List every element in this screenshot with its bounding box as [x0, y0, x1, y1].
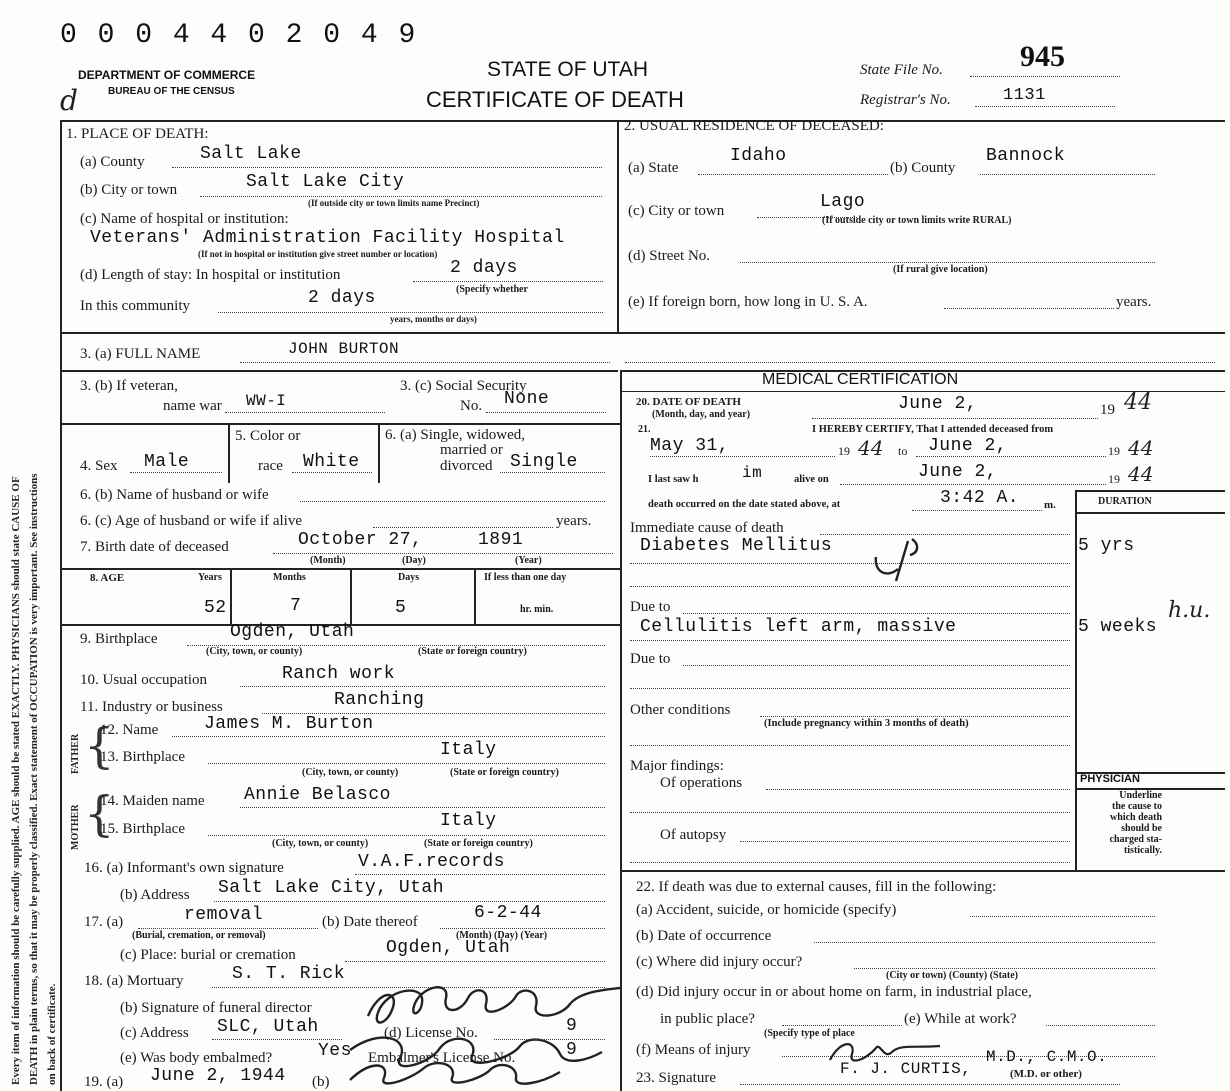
- external-c-sub: (City or town) (County) (State): [886, 970, 1019, 981]
- res-street-label: (d) Street No.: [628, 248, 711, 264]
- mortuary-label: 18. (a) Mortuary: [84, 973, 184, 989]
- birth-date-label: 7. Birth date of deceased: [80, 539, 229, 555]
- filed-label: 19. (a): [84, 1074, 124, 1090]
- age-days-label: Days: [398, 572, 420, 583]
- cert-number-label: 21.: [638, 424, 651, 435]
- attended-from-century: 19: [838, 444, 850, 458]
- stay-in-community: 2 days: [308, 288, 376, 308]
- dod-century: 19: [1100, 402, 1115, 418]
- medical-cert-title: MEDICAL CERTIFICATION: [762, 371, 959, 388]
- handwritten-mark: d: [60, 84, 78, 117]
- attended-from-year: 44: [858, 436, 884, 460]
- embalmed-label: (e) Was body embalmed?: [120, 1050, 273, 1066]
- informant-address-label: (b) Address: [120, 887, 190, 903]
- signature-label: 23. Signature: [636, 1070, 716, 1086]
- filed-b-label: (b): [312, 1074, 330, 1090]
- mother-brace-icon: {: [84, 786, 115, 842]
- place-of-death-title: 1. PLACE OF DEATH:: [66, 126, 209, 142]
- dod-year: 44: [1124, 390, 1152, 415]
- other-conditions-label: Other conditions: [630, 702, 731, 718]
- external-c-label: (c) Where did injury occur?: [636, 954, 803, 970]
- sex: Male: [144, 452, 190, 472]
- license-number: 9: [566, 1016, 578, 1036]
- due-to-1: Cellulitis left arm, massive: [640, 617, 957, 637]
- marital-label-3: divorced: [440, 458, 493, 474]
- veteran-war: WW-I: [246, 392, 287, 410]
- birthplace-sub-city: (City, town, or county): [206, 646, 303, 657]
- external-d-label: (d) Did injury occur in or about home on farm, in industrial place,: [636, 984, 1032, 1000]
- date-of-death: June 2,: [898, 394, 978, 414]
- operations-label: Of operations: [660, 775, 743, 791]
- serial-number: 0 0 0 4 4 0 2 0 4 9: [60, 20, 418, 51]
- birthplace-sub-state: (State or foreign country): [418, 646, 527, 657]
- age-hrmin-label: hr. min.: [520, 604, 554, 615]
- age-days: 5: [395, 598, 407, 618]
- embalmer-license-label: Embalmer's License No.: [368, 1050, 516, 1066]
- mother-birthplace: Italy: [440, 811, 497, 831]
- mother-birthplace-label: 15. Birthplace: [100, 821, 185, 837]
- registrar-number: 1131: [1003, 86, 1046, 105]
- burial-date: 6-2-44: [474, 903, 542, 923]
- dod-label: 20. DATE OF DEATH: [636, 396, 741, 408]
- margin-instructions-1: Every item of information should be carefully supplied. AGE should be stated EXACTLY. PHYSICIANS should state CAUSE OF: [10, 476, 22, 1085]
- physician-note: [1082, 790, 1162, 856]
- ssn-label: 3. (c) Social Security: [400, 378, 527, 394]
- last-saw-alive-label: alive on: [794, 474, 829, 485]
- external-a-label: (a) Accident, suicide, or homicide (specify): [636, 902, 897, 918]
- physician-note-line: should be: [1121, 823, 1162, 834]
- funeral-signature-label: (b) Signature of funeral director: [120, 1000, 312, 1016]
- age-label: 8. AGE: [90, 572, 125, 584]
- marital-label-2: married or: [440, 442, 503, 458]
- county-label: (a) County: [80, 154, 145, 170]
- mortuary: S. T. Rick: [232, 964, 346, 984]
- due-to-1-label: Due to: [630, 599, 671, 615]
- res-state-label: (a) State: [628, 160, 679, 176]
- hospital-label: (c) Name of hospital or institution:: [80, 211, 289, 227]
- veteran-label: 3. (b) If veteran,: [80, 378, 178, 394]
- state-title: STATE OF UTAH: [487, 58, 648, 81]
- birth-year: 1891: [478, 530, 524, 550]
- physician-credential: M.D., C.M.O.: [986, 1048, 1108, 1066]
- embalmer-license-number: 9: [566, 1040, 578, 1060]
- father-birthplace-label: 13. Birthplace: [100, 749, 185, 765]
- department-label: DEPARTMENT OF COMMERCE: [78, 68, 256, 82]
- time-of-death: 3:42 A.: [940, 488, 1020, 508]
- industry-label: 11. Industry or business: [80, 699, 223, 715]
- last-saw-century: 19: [1108, 472, 1120, 486]
- physician-note-line: Underline: [1119, 790, 1162, 801]
- other-conditions-note: (Include pregnancy within 3 months of death): [764, 718, 969, 729]
- state-file-number: 945: [1020, 40, 1065, 73]
- hospital-note: (If not in hospital or institution give street number or location): [198, 249, 438, 259]
- last-saw-year: 44: [1128, 462, 1154, 486]
- industry: Ranching: [334, 690, 425, 710]
- certificate-title: CERTIFICATE OF DEATH: [426, 87, 684, 112]
- burial-date-label: (b) Date thereof: [322, 914, 418, 930]
- external-causes-label: 22. If death was due to external causes, fill in the following:: [636, 879, 997, 895]
- res-city-label: (c) City or town: [628, 203, 725, 219]
- residence-title: 2. USUAL RESIDENCE OF DECEASED:: [624, 118, 884, 134]
- state-file-label: State File No.: [860, 62, 943, 78]
- immediate-cause: Diabetes Mellitus: [640, 536, 833, 556]
- physician-note-line: charged sta-: [1109, 834, 1162, 845]
- marital-label-1: 6. (a) Single, widowed,: [385, 427, 525, 443]
- res-foreign-label: (e) If foreign born, how long in U. S. A.: [628, 294, 868, 310]
- informant-label: 16. (a) Informant's own signature: [84, 860, 284, 876]
- burial-place-label: (c) Place: burial or cremation: [120, 947, 296, 963]
- attended-to-year: 44: [1128, 436, 1154, 460]
- physician-heading: PHYSICIAN: [1080, 773, 1140, 785]
- birth-sub-month: (Month): [310, 555, 346, 566]
- mother-tag: MOTHER: [70, 804, 81, 850]
- father-birthplace: Italy: [440, 740, 497, 760]
- res-county-label: (b) County: [890, 160, 956, 176]
- physician-name: F. J. CURTIS,: [840, 1060, 972, 1078]
- mother-maiden-name: Annie Belasco: [244, 785, 391, 805]
- duration-label: DURATION: [1098, 496, 1152, 507]
- mortuary-address: SLC, Utah: [217, 1017, 319, 1037]
- father-name-label: 12. Name: [100, 722, 159, 738]
- sex-label: 4. Sex: [80, 458, 118, 474]
- age-months: 7: [290, 596, 302, 616]
- death-city: Salt Lake City: [246, 172, 405, 192]
- hospital-name: Veterans' Administration Facility Hospital: [90, 228, 565, 248]
- physician-note-line: the cause to: [1112, 801, 1162, 812]
- res-state: Idaho: [730, 146, 787, 166]
- birthplace-label: 9. Birthplace: [80, 631, 158, 647]
- mbp-sub-city: (City, town, or county): [272, 838, 369, 849]
- margin-instructions-2: DEATH in plain terms, so that it may be properly classified. Exact statement of OCCUPATION is very important. See instructions: [28, 473, 40, 1085]
- major-findings-label: Major findings:: [630, 758, 724, 774]
- fbp-sub-state: (State or foreign country): [450, 767, 559, 778]
- attended-to: June 2,: [928, 436, 1008, 456]
- res-foreign-unit: years.: [1116, 294, 1152, 310]
- due-to-1-duration: 5 weeks: [1078, 617, 1158, 637]
- stay-in-hospital: 2 days: [450, 258, 518, 278]
- time-m-label: m.: [1044, 499, 1056, 511]
- father-name: James M. Burton: [204, 714, 374, 734]
- dod-sublabel: (Month, day, and year): [652, 409, 751, 420]
- to-label: to: [898, 444, 908, 458]
- age-months-label: Months: [273, 572, 306, 583]
- autopsy-label: Of autopsy: [660, 827, 727, 843]
- external-b-label: (b) Date of occurrence: [636, 928, 772, 944]
- ssn-no-label: No.: [460, 398, 483, 414]
- ssn: None: [504, 389, 550, 409]
- external-d2-label: in public place?: [660, 1011, 755, 1027]
- mbp-sub-state: (State or foreign country): [424, 838, 533, 849]
- margin-instructions-3: on back of certificate.: [46, 983, 58, 1085]
- occupation-label: 10. Usual occupation: [80, 672, 208, 688]
- full-name: JOHN BURTON: [288, 340, 400, 358]
- birth-month-day: October 27,: [298, 530, 423, 550]
- age-years-label: Years: [198, 572, 222, 583]
- bureau-label: BUREAU OF THE CENSUS: [108, 86, 235, 97]
- last-saw-label: I last saw h: [648, 474, 699, 485]
- marital-status: Single: [510, 452, 578, 472]
- due-to-2-label: Due to: [630, 651, 671, 667]
- age-lessday-label: If less than one day: [484, 572, 567, 583]
- attended-from: May 31,: [650, 436, 730, 456]
- city-label: (b) City or town: [80, 182, 178, 198]
- community-label: In this community: [80, 298, 190, 314]
- spouse-age-unit: years.: [556, 513, 592, 529]
- father-brace-icon: {: [84, 718, 115, 774]
- certify-label: I HEREBY CERTIFY, That I attended deceased from: [812, 424, 1054, 435]
- occurred-label: death occurred on the date stated above, at: [648, 499, 841, 510]
- mother-name-label: 14. Maiden name: [100, 793, 205, 809]
- race-label: race: [258, 458, 283, 474]
- license-label: (d) License No.: [384, 1025, 478, 1041]
- stay-note: (Specify whether: [456, 284, 528, 295]
- credential-sub: (M.D. or other): [1010, 1068, 1082, 1080]
- color-label: 5. Color or: [235, 428, 301, 444]
- mortuary-address-label: (c) Address: [120, 1025, 189, 1041]
- burial-label: 17. (a): [84, 914, 124, 930]
- last-saw-date: June 2,: [918, 462, 998, 482]
- full-name-label: 3. (a) FULL NAME: [80, 346, 201, 362]
- birth-sub-year: (Year): [515, 555, 542, 566]
- res-city: Lago: [820, 192, 866, 212]
- informant-signature: V.A.F.records: [358, 852, 505, 872]
- race: White: [303, 452, 360, 472]
- attended-to-century: 19: [1108, 444, 1120, 458]
- res-street-note: (If rural give location): [893, 264, 988, 275]
- res-county: Bannock: [986, 146, 1066, 166]
- birthplace: Ogden, Utah: [230, 622, 355, 642]
- check-mark-icon: [868, 535, 948, 583]
- age-years: 52: [204, 598, 227, 618]
- fbp-sub-city: (City, town, or county): [302, 767, 399, 778]
- registrar-signature: [340, 1050, 580, 1091]
- external-e-label: (e) While at work?: [904, 1011, 1017, 1027]
- burial-place: Ogden, Utah: [386, 938, 511, 958]
- burial-type: removal: [184, 905, 264, 925]
- res-city-note: (If outside city or town limits write RURAL): [822, 215, 1012, 226]
- community-note: years, months or days): [390, 314, 477, 324]
- physician-note-line: which death: [1110, 812, 1162, 823]
- immediate-cause-label: Immediate cause of death: [630, 520, 784, 536]
- immediate-duration: 5 yrs: [1078, 536, 1135, 556]
- last-saw-pronoun: im: [742, 464, 763, 482]
- stay-label: (d) Length of stay: In hospital or institution: [80, 267, 341, 283]
- occupation: Ranch work: [282, 664, 396, 684]
- physician-note-line: tistically.: [1123, 845, 1162, 856]
- spouse-label: 6. (b) Name of husband or wife: [80, 487, 269, 503]
- margin-handwritten-note: h.u.: [1168, 598, 1211, 623]
- burial-date-sub: (Month) (Day) (Year): [456, 930, 548, 941]
- external-d2-sub: (Specify type of place: [764, 1028, 855, 1039]
- external-f-label: (f) Means of injury: [636, 1042, 751, 1058]
- father-tag: FATHER: [70, 733, 81, 774]
- spouse-age-label: 6. (c) Age of husband or wife if alive: [80, 513, 303, 529]
- veteran-war-label: name war: [163, 398, 222, 414]
- death-county: Salt Lake: [200, 144, 302, 164]
- registrar-label: Registrar's No.: [860, 92, 951, 108]
- city-note: (If outside city or town limits name Precinct): [308, 198, 480, 208]
- filed-date: June 2, 1944: [150, 1066, 286, 1086]
- embalmed: Yes: [318, 1041, 352, 1061]
- burial-sub: (Burial, cremation, or removal): [132, 930, 266, 941]
- birth-sub-day: (Day): [402, 555, 426, 566]
- informant-address: Salt Lake City, Utah: [218, 878, 445, 898]
